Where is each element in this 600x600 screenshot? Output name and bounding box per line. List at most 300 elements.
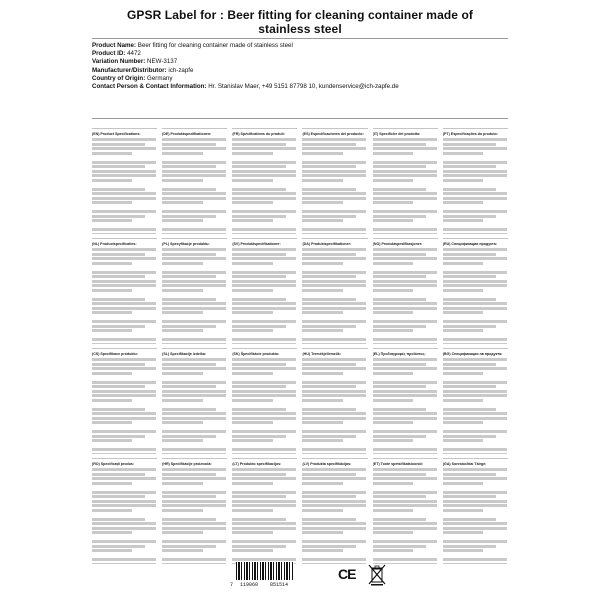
spec-cell [443, 458, 508, 564]
spec-text-line [232, 307, 296, 310]
spec-text-line [373, 426, 438, 429]
spec-text-line [162, 549, 202, 552]
spec-text-line [443, 280, 507, 283]
spec-text-line [373, 338, 437, 341]
spec-text-line [443, 143, 496, 146]
spec-text-line [92, 316, 157, 319]
spec-text-line [443, 338, 507, 341]
spec-text-line [232, 473, 285, 476]
spec-text-line [162, 554, 227, 557]
spec-text-line [443, 210, 507, 213]
spec-text-line [92, 430, 156, 433]
spec-text-line [92, 558, 156, 561]
spec-text-line [443, 228, 507, 231]
spec-text-line [232, 509, 272, 512]
spec-text-line [302, 390, 366, 393]
spec-cell-heading: (SV) Produktspecifikationer: [232, 242, 281, 246]
spec-text-line [443, 522, 507, 525]
spec-text-line [302, 426, 367, 429]
spec-text-line [373, 161, 437, 164]
spec-text-line [232, 518, 285, 521]
spec-text-line [232, 367, 296, 370]
product-meta [92, 42, 512, 91]
spec-text-line [92, 284, 156, 287]
spec-text-line [302, 179, 342, 182]
spec-text-line [373, 325, 426, 328]
spec-text-line [92, 311, 132, 314]
spec-text-line [302, 338, 366, 341]
spec-text-line [162, 338, 226, 341]
spec-text-line [373, 504, 437, 507]
spec-text-line [92, 343, 156, 344]
spec-text-line [302, 403, 367, 406]
spec-text-line [92, 500, 156, 503]
spec-text-line [373, 219, 413, 222]
spec-text-line [232, 513, 297, 516]
spec-text-line [162, 233, 226, 234]
spec-text-line [302, 325, 355, 328]
spec-text-line [302, 219, 342, 222]
spec-text-line [232, 316, 297, 319]
spec-text-line [373, 257, 437, 260]
spec-text-line [302, 147, 366, 150]
spec-text-line [443, 192, 507, 195]
spec-text-line [302, 329, 342, 332]
spec-text-line [162, 170, 226, 173]
spec-text-line [302, 477, 366, 480]
spec-text-line [302, 482, 342, 485]
spec-text-line [232, 262, 272, 265]
spec-text-line [162, 179, 202, 182]
spec-text-line [373, 316, 438, 319]
spec-text-line [92, 426, 157, 429]
spec-text-line [443, 558, 507, 561]
spec-text-line [302, 170, 366, 173]
spec-text-line [302, 504, 366, 507]
spec-text-line [443, 403, 508, 406]
spec-text-line [443, 298, 496, 301]
spec-text-line [232, 453, 296, 454]
spec-text-line [232, 156, 297, 159]
top-divider [92, 38, 508, 39]
spec-text-line [302, 500, 366, 503]
spec-text-line [92, 262, 132, 265]
spec-text-line [302, 320, 366, 323]
spec-text-line [373, 201, 413, 204]
spec-text-line [443, 527, 507, 530]
spec-text-line [232, 329, 272, 332]
spec-cell [373, 238, 438, 344]
spec-text-line [373, 228, 437, 231]
spec-text-line [162, 486, 227, 489]
spec-text-line [302, 473, 355, 476]
barcode-bars [236, 562, 294, 580]
spec-text-line [232, 554, 297, 557]
spec-text-line [302, 343, 366, 344]
spec-text-line [162, 201, 202, 204]
spec-text-line [92, 298, 145, 301]
spec-text-line [232, 495, 285, 498]
spec-text-line [232, 558, 296, 561]
ce-mark: CE [338, 566, 356, 582]
spec-text-line [162, 329, 202, 332]
spec-text-line [92, 468, 156, 471]
spec-text-line [162, 417, 226, 420]
spec-cell [162, 348, 227, 454]
spec-text-line [302, 271, 366, 274]
spec-cell [373, 348, 438, 454]
spec-text-line [162, 367, 226, 370]
spec-text-line [232, 412, 296, 415]
spec-text-line [302, 518, 355, 521]
spec-text-line [232, 421, 272, 424]
spec-text-line [92, 138, 156, 141]
spec-text-line [162, 495, 215, 498]
spec-text-line [162, 500, 226, 503]
spec-cell [92, 238, 157, 344]
spec-cell-heading: (SL) Specifikacije izdelka: [162, 352, 207, 356]
spec-text-line [373, 206, 438, 209]
spec-text-line [162, 518, 215, 521]
spec-text-line [302, 284, 366, 287]
spec-text-line [232, 325, 285, 328]
spec-text-line [302, 381, 366, 384]
spec-text-line [443, 170, 507, 173]
spec-text-line [162, 210, 226, 213]
spec-text-line [373, 448, 437, 451]
spec-text-line [373, 381, 437, 384]
spec-text-line [162, 540, 226, 543]
spec-text-line [302, 453, 366, 454]
spec-cell-heading: (DE) Produktspezifikationen: [162, 132, 212, 136]
spec-text-line [232, 284, 296, 287]
spec-cell-heading: (BG) Спецификации на продукта: [442, 352, 503, 356]
spec-text-line [443, 482, 483, 485]
spec-text-line [162, 138, 226, 141]
spec-text-line [232, 549, 272, 552]
spec-cell-heading: (ET) Toote spetsifikatsioonid: [372, 462, 423, 466]
spec-cell-heading: (GA) Sonraíochtaí Táirge: [442, 462, 487, 466]
spec-text-line [162, 358, 226, 361]
spec-text-line [302, 192, 366, 195]
spec-text-line [302, 201, 342, 204]
spec-text-line [162, 513, 227, 516]
spec-text-line [232, 298, 285, 301]
spec-text-line [302, 448, 366, 451]
spec-text-line [443, 540, 507, 543]
spec-text-line [232, 540, 296, 543]
spec-text-line [443, 215, 496, 218]
spec-text-line [92, 399, 132, 402]
spec-text-line [373, 183, 438, 186]
spec-text-line [443, 435, 496, 438]
spec-text-line [443, 477, 507, 480]
spec-text-line [162, 509, 202, 512]
spec-text-line [92, 307, 156, 310]
meta-variation-number: Variation Number: NEW-3137 [92, 58, 178, 66]
spec-cell-heading: (EL) Προδιαγραφές προϊόντος: [372, 352, 426, 356]
spec-text-line [373, 343, 437, 344]
spec-text-line [443, 179, 483, 182]
spec-text-line [373, 210, 437, 213]
spec-text-line [373, 152, 413, 155]
spec-text-line [302, 156, 367, 159]
spec-text-line [373, 482, 413, 485]
spec-text-line [92, 143, 145, 146]
spec-grid [92, 128, 508, 564]
spec-text-line [302, 408, 355, 411]
spec-text-line [92, 545, 145, 548]
spec-text-line [302, 228, 366, 231]
spec-text-line [302, 540, 366, 543]
spec-text-line [162, 165, 215, 168]
spec-text-line [232, 206, 297, 209]
spec-text-line [92, 363, 145, 366]
spec-text-line [232, 138, 296, 141]
spec-text-line [162, 262, 202, 265]
spec-text-line [232, 403, 297, 406]
spec-text-line [373, 289, 413, 292]
spec-text-line [92, 417, 156, 420]
spec-text-line [162, 192, 226, 195]
page-title [100, 8, 500, 36]
spec-text-line [443, 325, 496, 328]
spec-cell-heading: (CS) Specifikace produktu: [92, 352, 138, 356]
spec-text-line [302, 495, 355, 498]
spec-text-line [373, 390, 437, 393]
spec-text-line [162, 408, 215, 411]
spec-text-line [232, 147, 296, 150]
spec-text-line [92, 549, 132, 552]
spec-text-line [373, 403, 438, 406]
spec-text-line [92, 453, 156, 454]
spec-text-line [162, 215, 215, 218]
spec-text-line [443, 343, 507, 344]
spec-text-line [373, 522, 437, 525]
spec-text-line [443, 399, 483, 402]
spec-text-line [232, 504, 296, 507]
spec-text-line [92, 513, 157, 516]
spec-text-line [443, 381, 507, 384]
spec-text-line [443, 536, 508, 539]
spec-text-line [162, 298, 215, 301]
spec-text-line [162, 248, 226, 251]
spec-text-line [92, 197, 156, 200]
spec-text-line [443, 453, 507, 454]
spec-text-line [302, 311, 342, 314]
spec-text-line [302, 417, 366, 420]
spec-text-line [302, 224, 367, 227]
spec-text-line [302, 248, 366, 251]
spec-text-line [373, 266, 438, 269]
spec-text-line [162, 439, 202, 442]
spec-text-line [302, 435, 355, 438]
spec-text-line [232, 161, 296, 164]
spec-text-line [162, 394, 226, 397]
spec-text-line [373, 358, 437, 361]
spec-text-line [302, 430, 366, 433]
spec-text-line [92, 302, 156, 305]
spec-text-line [373, 179, 413, 182]
meta-country-of-origin: Country of Origin: Germany [92, 74, 173, 82]
spec-text-line [443, 385, 496, 388]
spec-text-line [92, 210, 156, 213]
spec-text-line [302, 280, 366, 283]
spec-text-line [373, 174, 437, 177]
spec-text-line [92, 527, 156, 530]
spec-text-line [232, 197, 296, 200]
spec-text-line [232, 545, 285, 548]
spec-text-line [232, 435, 285, 438]
spec-text-line [443, 334, 508, 337]
spec-text-line [92, 192, 156, 195]
spec-text-line [162, 426, 227, 429]
spec-text-line [232, 302, 296, 305]
spec-text-line [443, 468, 507, 471]
spec-text-line [162, 275, 215, 278]
spec-cell-heading: (RU) Спецификации продукта: [442, 242, 497, 246]
spec-text-line [373, 284, 437, 287]
spec-text-line [162, 504, 226, 507]
spec-text-line [162, 188, 215, 191]
spec-text-line [162, 468, 226, 471]
spec-text-line [92, 329, 132, 332]
spec-text-line [232, 257, 296, 260]
spec-text-line [92, 477, 156, 480]
spec-text-line [302, 298, 355, 301]
spec-text-line [92, 421, 132, 424]
spec-text-line [232, 224, 297, 227]
spec-text-line [232, 215, 285, 218]
spec-text-line [162, 228, 226, 231]
spec-text-line [443, 156, 508, 159]
meta-manufacturer: Manufacturer/Distributor: ich-zapfe [92, 66, 194, 74]
ean-barcode [230, 562, 300, 592]
spec-text-line [373, 531, 413, 534]
barcode-group-1: 119060 [240, 582, 259, 588]
spec-text-line [162, 174, 226, 177]
spec-text-line [162, 307, 226, 310]
spec-text-line [443, 293, 508, 296]
spec-text-line [373, 540, 437, 543]
spec-text-line [302, 421, 342, 424]
spec-text-line [443, 363, 496, 366]
spec-text-line [373, 408, 426, 411]
spec-text-line [92, 215, 145, 218]
spec-text-line [373, 376, 438, 379]
spec-text-line [162, 325, 215, 328]
spec-text-line [232, 381, 296, 384]
spec-text-line [302, 527, 366, 530]
spec-text-line [443, 367, 507, 370]
spec-text-line [443, 491, 507, 494]
spec-text-line [232, 183, 297, 186]
spec-text-line [302, 394, 366, 397]
spec-text-line [443, 183, 508, 186]
spec-text-line [92, 280, 156, 283]
spec-text-line [92, 486, 157, 489]
spec-text-line [443, 188, 496, 191]
spec-text-line [232, 280, 296, 283]
spec-text-line [373, 394, 437, 397]
meta-divider [92, 118, 508, 119]
spec-text-line [232, 491, 296, 494]
spec-text-line [443, 545, 496, 548]
spec-text-line [162, 430, 226, 433]
spec-text-line [373, 545, 426, 548]
spec-text-line [232, 334, 297, 337]
spec-text-line [373, 399, 413, 402]
spec-text-line [443, 219, 483, 222]
spec-text-line [162, 219, 202, 222]
spec-text-line [443, 358, 507, 361]
spec-cell-heading: (NO) Produktspesifikasjoner: [372, 242, 423, 246]
spec-text-line [302, 491, 366, 494]
spec-text-line [443, 426, 508, 429]
spec-text-line [162, 253, 215, 256]
spec-cell [373, 128, 438, 234]
spec-text-line [92, 289, 132, 292]
spec-cell [443, 238, 508, 344]
spec-text-line [373, 271, 437, 274]
spec-text-line [373, 275, 426, 278]
spec-cell [162, 238, 227, 344]
spec-text-line [232, 293, 297, 296]
spec-text-line [92, 444, 157, 447]
spec-text-line [443, 275, 496, 278]
spec-text-line [443, 549, 483, 552]
spec-text-line [232, 468, 296, 471]
spec-text-line [373, 320, 437, 323]
spec-text-line [373, 363, 426, 366]
spec-cell [302, 128, 367, 234]
spec-text-line [92, 509, 132, 512]
spec-text-line [162, 412, 226, 415]
spec-cell [373, 458, 438, 564]
spec-text-line [232, 394, 296, 397]
spec-text-line [162, 381, 226, 384]
spec-cell-heading: (HU) Termékjellemzők: [302, 352, 341, 356]
spec-text-line [443, 161, 507, 164]
spec-cell-heading: (ES) Especificaciones del producto: [302, 132, 364, 136]
spec-cell [443, 128, 508, 234]
spec-text-line [232, 275, 285, 278]
spec-text-line [162, 183, 227, 186]
meta-contact: Contact Person & Contact Information: Hr. Stanislav Maer, +49 5151 87798 10, kundenservice@ich-zapfe.de [92, 83, 399, 91]
spec-text-line [443, 152, 483, 155]
spec-text-line [92, 554, 157, 557]
spec-text-line [92, 394, 156, 397]
spec-text-line [92, 381, 156, 384]
spec-text-line [373, 329, 413, 332]
spec-text-line [302, 197, 366, 200]
spec-text-line [162, 527, 226, 530]
spec-text-line [443, 444, 508, 447]
spec-text-line [373, 527, 437, 530]
spec-text-line [92, 224, 157, 227]
spec-cell [232, 238, 297, 344]
spec-text-line [92, 174, 156, 177]
spec-text-line [302, 468, 366, 471]
spec-text-line [92, 266, 157, 269]
spec-text-line [92, 390, 156, 393]
spec-text-line [443, 473, 496, 476]
spec-text-line [373, 147, 437, 150]
spec-text-line [92, 563, 156, 564]
spec-text-line [92, 358, 156, 361]
spec-text-line [373, 554, 438, 557]
spec-text-line [162, 376, 227, 379]
